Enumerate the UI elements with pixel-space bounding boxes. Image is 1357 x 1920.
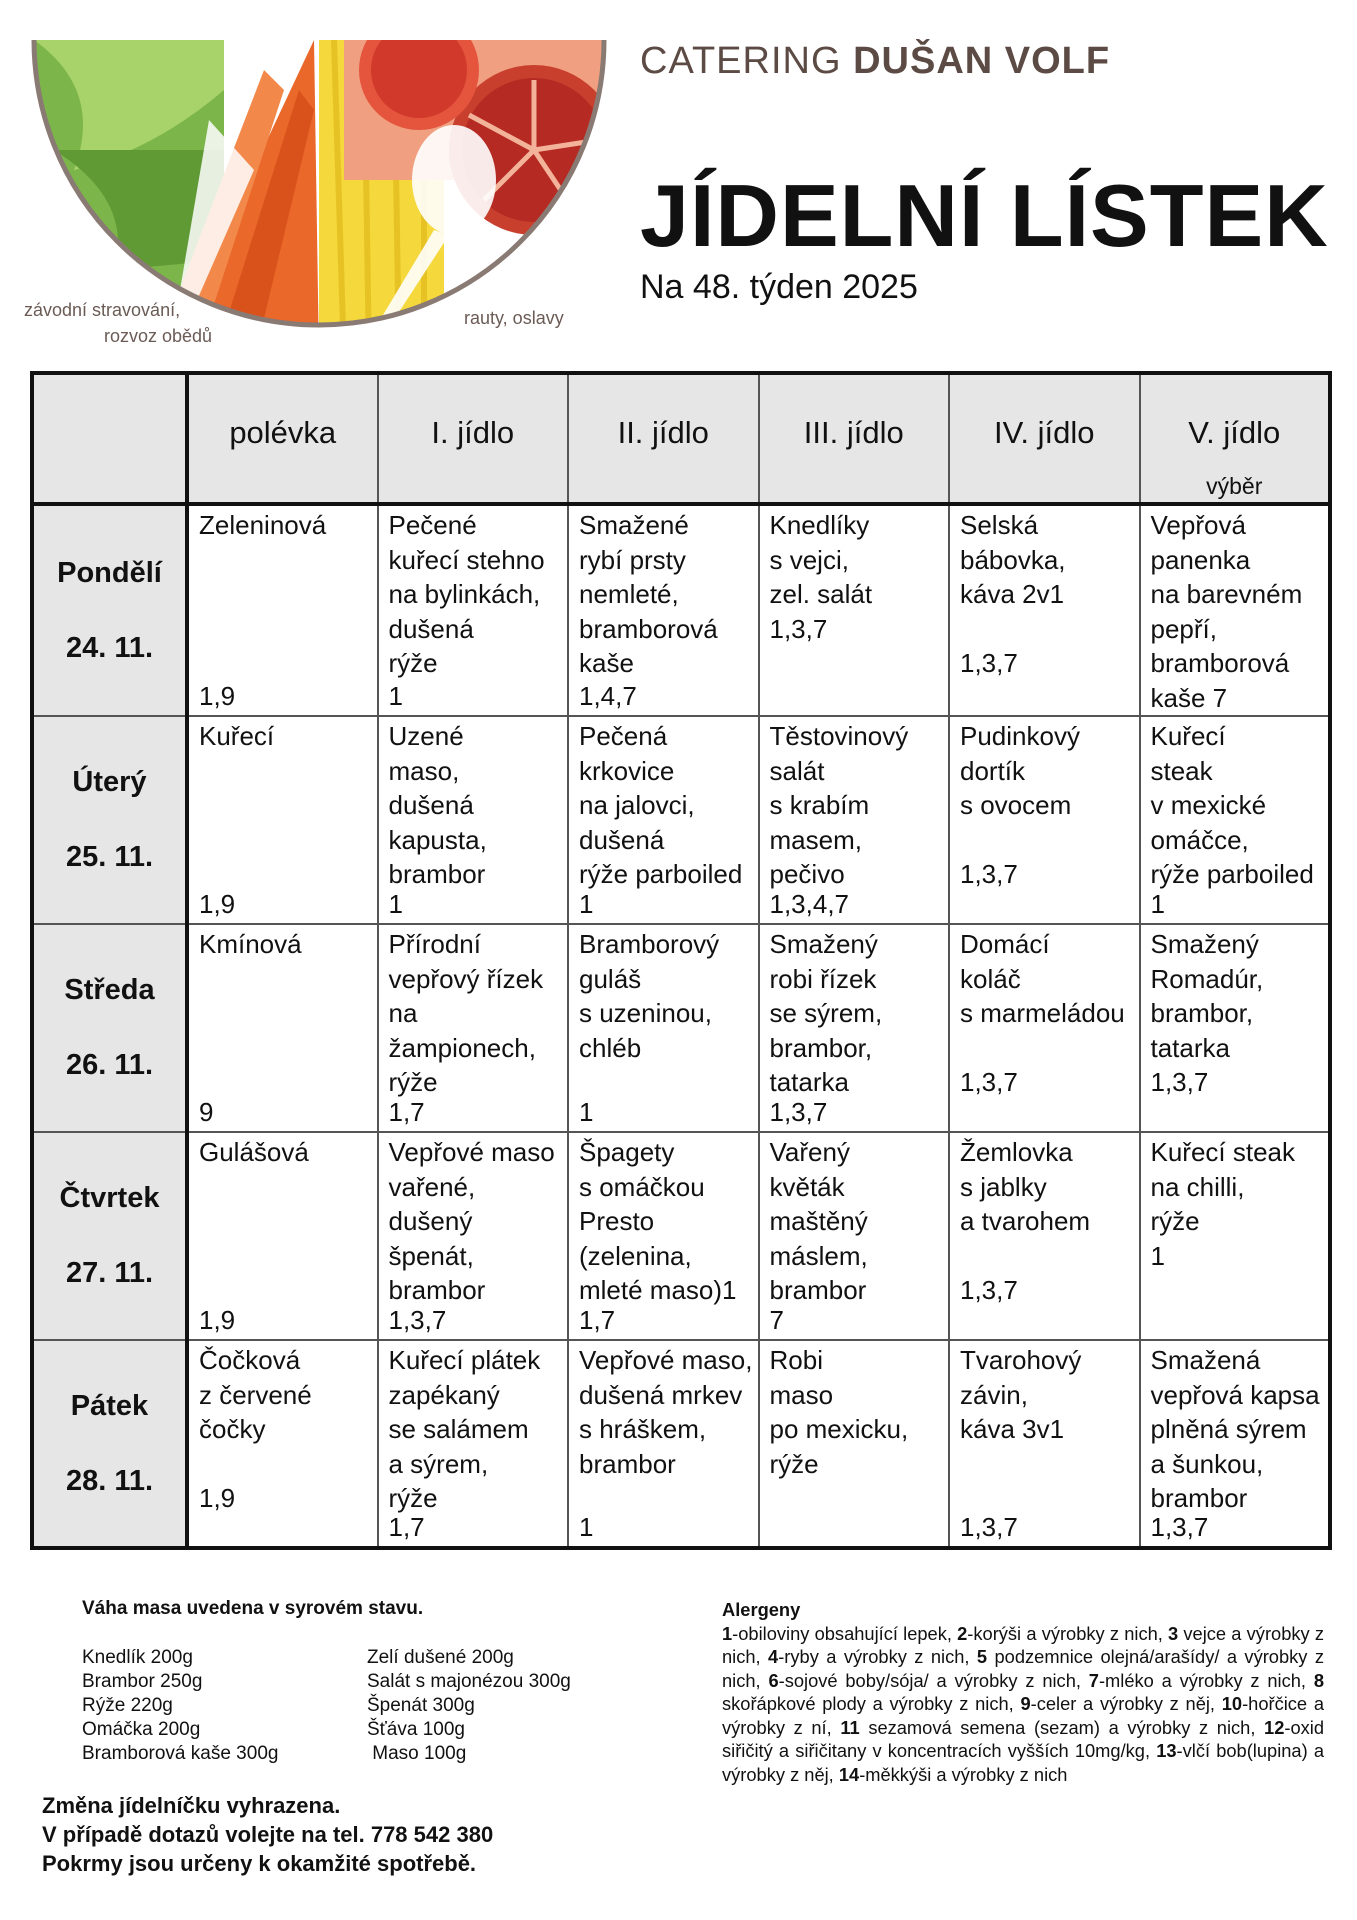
menu-cell [1140, 1340, 1331, 1548]
day-date: 24. 11. [65, 631, 154, 664]
menu-cell [759, 716, 950, 924]
menu-cell [759, 1340, 950, 1548]
allergen-description: -mléko a výrobky z nich, [1098, 1669, 1314, 1691]
dish-text: Smažené rybí prsty nemleté, bramborová kaše [579, 510, 718, 678]
allergen-number: 6 [768, 1669, 779, 1691]
allergen-description: -celer a výrobky z něj, [1030, 1693, 1222, 1714]
catering-logo [14, 30, 614, 360]
allergen-codes: 1 [1150, 888, 1165, 919]
day-name: Čtvrtek [59, 1182, 160, 1214]
column-header: polévka [187, 373, 378, 504]
column-header: I. jídlo [378, 373, 569, 504]
allergen-codes: 1,7 [579, 1304, 616, 1335]
allergen-codes: 1 [388, 680, 403, 711]
allergen-description: skořápkové plody a výrobky z nich, [722, 1669, 1330, 1714]
allergen-number: 9 [1020, 1693, 1031, 1714]
dish-text: Vepřová panenka na barevném pepří, bramborová kaše 7 [1150, 510, 1303, 713]
dish-text: Domácí koláč s marmeládou [960, 929, 1125, 1028]
week-label: Na 48. týden 2025 [640, 268, 918, 306]
allergen-codes: 1,9 [199, 888, 236, 919]
allergen-codes: 1,9 [199, 680, 236, 711]
dish-text: Pudinkový dortík s ovocem [960, 721, 1080, 820]
dish-text: Kmínová [199, 929, 302, 959]
dish-text: Těstovinový salát s krabím masem, pečivo [769, 721, 909, 889]
page-title: JÍDELNÍ LÍSTEK [640, 166, 1329, 265]
allergen-codes: 1,7 [388, 1511, 425, 1542]
allergen-number: 11 [840, 1716, 860, 1738]
brand-prefix: CATERING [640, 40, 842, 82]
menu-cell [1140, 924, 1331, 1132]
allergen-description: -obiloviny obsahující lepek, [732, 1622, 958, 1644]
allergen-codes: 9 [199, 1096, 214, 1127]
allergen-description: -korýši a výrobky z nich, [967, 1622, 1169, 1644]
portion-item: Šťáva 100g [367, 1719, 465, 1740]
day-label [32, 716, 187, 924]
dish-text: Vepřové maso, dušená mrkev s hráškem, brambor [579, 1345, 753, 1479]
day-row [32, 1132, 1330, 1340]
portion-info [82, 1598, 627, 1766]
footer-note: Pokrmy jsou určeny k okamžité spotřebě. [42, 1851, 477, 1876]
portion-item: Knedlík 200g [82, 1647, 193, 1668]
dish-text: Kuřecí steak v mexické omáčce, rýže parboiled [1150, 721, 1314, 889]
allergen-number: 14 [838, 1763, 860, 1785]
dish-text: Selská bábovka, káva 2v1 [960, 510, 1066, 609]
day-date: 26. 11. [65, 1049, 154, 1081]
allergen-description: -ryby a výrobky z nich, [778, 1646, 977, 1667]
allergen-number: 4 [768, 1646, 779, 1667]
dish-text: Bramborový guláš s uzeninou, chléb [579, 929, 720, 1063]
allergen-codes: 1,7 [388, 1096, 425, 1127]
menu-cell [568, 1132, 759, 1340]
footer-note: Změna jídelníčku vyhrazena. [42, 1793, 341, 1818]
allergen-codes: 1,3,7 [960, 859, 1018, 889]
dish-text: Žemlovka s jablky a tvarohem [960, 1137, 1091, 1236]
dish-text: Knedlíky s vejci, zel. salát 1,3,7 [769, 510, 873, 644]
portion-list [82, 1646, 627, 1766]
brand-owner: DUŠAN VOLF [853, 40, 1111, 82]
logo-caption-left-2: rozvoz obědů [104, 326, 213, 346]
footer-note: V případě dotazů volejte na tel. 778 542 380 [42, 1822, 494, 1847]
allergen-description: -vlčí bob(lupina) a výrobky z něj, [722, 1740, 1330, 1785]
footer-notes [42, 1791, 493, 1878]
portion-item: Špenát 300g [367, 1695, 475, 1716]
day-row [32, 716, 1330, 924]
day-date: 27. 11. [65, 1257, 154, 1289]
allergen-codes: 1,3,7 [1150, 1511, 1209, 1542]
allergen-description: vejce a výrobky z nich, [722, 1622, 1330, 1667]
dish-text: Smažená vepřová kapsa plněná sýrem a šunkou, brambor [1150, 1345, 1320, 1513]
dish-text: Kuřecí [199, 721, 275, 751]
day-row [32, 1340, 1330, 1548]
dish-text: Vařený květák maštěný máslem, brambor [769, 1137, 868, 1305]
day-row [32, 924, 1330, 1132]
dish-text: Robi maso po mexicku, rýže [769, 1345, 909, 1479]
menu-cell [568, 716, 759, 924]
menu-cell [568, 924, 759, 1132]
dish-text: Kuřecí plátek zapékaný se salámem a sýrem, rýže [388, 1345, 541, 1513]
day-row [32, 504, 1330, 716]
menu-cell [949, 504, 1140, 716]
allergen-codes: 1 [579, 1511, 594, 1542]
allergen-codes: 1,3,7 [960, 1511, 1018, 1542]
dish-text: Kuřecí steak na chilli, rýže 1 [1150, 1137, 1296, 1271]
allergen-description: -oxid siřičitý a siřičitany v koncentracích vyšších 10mg/kg, [722, 1716, 1330, 1761]
portion-item: Brambor 250g [82, 1671, 203, 1692]
dish-text: Vepřové maso vařené, dušený špenát, brambor [388, 1137, 555, 1305]
portion-item: Bramborová kaše 300g [82, 1743, 279, 1764]
menu-cell [187, 1132, 378, 1340]
day-name: Pátek [70, 1389, 149, 1422]
allergen-legend [722, 1598, 1330, 1786]
menu-header-row [32, 373, 1330, 504]
allergen-codes: 1,9 [199, 1483, 236, 1513]
menu-cell [949, 1132, 1140, 1340]
allergen-description: podzemnice olejná/arašídy/ a výrobky z nich, [722, 1646, 1330, 1691]
menu-cell [187, 924, 378, 1132]
menu-cell [568, 1340, 759, 1548]
allergen-description: -sojové boby/sója/ a výrobky z nich, [778, 1669, 1089, 1691]
day-label [32, 504, 187, 716]
allergen-number: 7 [1088, 1669, 1099, 1691]
dish-text: Uzené maso, dušená kapusta, brambor [388, 721, 487, 889]
allergen-codes: 1,3,7 [960, 648, 1018, 678]
column-note: výběr [1206, 473, 1263, 499]
menu-cell [378, 504, 569, 716]
dish-text: Pečená krkovice na jalovci, dušená rýže parboiled [579, 721, 743, 889]
logo-caption-left-1: závodní stravování, [24, 300, 181, 320]
menu-cell [1140, 1132, 1331, 1340]
menu-cell [187, 716, 378, 924]
day-name: Pondělí [57, 556, 162, 589]
allergen-codes: 7 [769, 1304, 784, 1335]
allergen-number: 2 [957, 1622, 968, 1644]
dish-text: Smažený Romadúr, brambor, tatarka 1,3,7 [1150, 929, 1264, 1097]
day-label [32, 924, 187, 1132]
allergen-description: -hořčice a výrobky z ní, [722, 1693, 1330, 1738]
menu-cell [949, 716, 1140, 924]
day-date: 28. 11. [65, 1464, 154, 1497]
logo-caption-right: rauty, oslavy [464, 308, 564, 328]
menu-cell [1140, 716, 1331, 924]
dish-text: Čočková z červené čočky [199, 1345, 312, 1444]
menu-cell [949, 924, 1140, 1132]
allergen-description: sezamová semena (sezam) a výrobky z nich, [859, 1716, 1265, 1738]
menu-cell [949, 1340, 1140, 1548]
allergen-codes: 1,9 [199, 1304, 236, 1335]
day-name: Středa [64, 974, 155, 1006]
allergen-codes: 1,4,7 [579, 680, 637, 711]
dish-text: Pečené kuřecí stehno na bylinkách, dušená rýže [388, 510, 545, 678]
corner-cell [32, 373, 187, 504]
allergen-codes: 1 [388, 888, 403, 919]
menu-cell [378, 924, 569, 1132]
day-name: Úterý [72, 766, 147, 798]
menu-cell [378, 1340, 569, 1548]
allergen-number: 10 [1221, 1693, 1243, 1714]
portion-item: Salát s majonézou 300g [367, 1671, 571, 1692]
menu-cell [759, 1132, 950, 1340]
column-header: II. jídlo [568, 373, 759, 504]
allergen-number: 12 [1264, 1716, 1285, 1738]
menu-cell [759, 924, 950, 1132]
brand-name [640, 40, 1110, 83]
allergen-codes: 1 [579, 1096, 594, 1127]
allergen-number: 8 [1313, 1669, 1325, 1691]
menu-cell [1140, 504, 1331, 716]
allergen-list [722, 1622, 1330, 1787]
allergen-codes: 1,3,7 [960, 1067, 1018, 1097]
column-header: III. jídlo [759, 373, 950, 504]
allergen-number: 1 [722, 1622, 733, 1644]
portion-item: Maso 100g [367, 1743, 467, 1764]
allergen-codes: 1,3,7 [960, 1275, 1018, 1305]
allergen-number: 3 [1168, 1622, 1179, 1644]
dish-text: Špagety s omáčkou Presto (zelenina, mleté maso)1 [579, 1137, 737, 1305]
portion-item: Rýže 220g [82, 1695, 173, 1716]
menu-cell [378, 1132, 569, 1340]
allergen-codes: 1,3,7 [388, 1304, 447, 1335]
menu-cell [759, 504, 950, 716]
allergen-number: 13 [1156, 1740, 1177, 1761]
menu-cell [187, 1340, 378, 1548]
portion-item: Omáčka 200g [82, 1719, 201, 1740]
allergen-number: 5 [976, 1646, 988, 1667]
dish-text: Gulášová [199, 1137, 309, 1167]
day-label [32, 1340, 187, 1548]
dish-text: Tvarohový závin, káva 3v1 [960, 1345, 1082, 1444]
allergen-codes: 1 [579, 888, 594, 919]
menu-cell [378, 716, 569, 924]
allergen-codes: 1,3,7 [769, 1096, 828, 1127]
day-date: 25. 11. [65, 841, 154, 873]
dish-text: Přírodní vepřový řízek na žampionech, rýže [388, 929, 544, 1097]
menu-table [30, 371, 1332, 1550]
allergen-heading: Alergeny [722, 1599, 801, 1620]
portion-item: Zelí dušené 200g [367, 1647, 514, 1668]
column-header: V. jídlo výběr [1140, 373, 1331, 504]
allergen-codes: 1,3,4,7 [769, 888, 850, 919]
allergen-description: -měkkýši a výrobky z nich [859, 1763, 1068, 1785]
menu-cell [568, 504, 759, 716]
dish-text: Smažený robi řízek se sýrem, brambor, tatarka [769, 929, 883, 1097]
day-label [32, 1132, 187, 1340]
column-header: IV. jídlo [949, 373, 1140, 504]
weight-note: Váha masa uvedena v syrovém stavu. [82, 1598, 424, 1619]
menu-cell [187, 504, 378, 716]
dish-text: Zeleninová [199, 510, 327, 540]
